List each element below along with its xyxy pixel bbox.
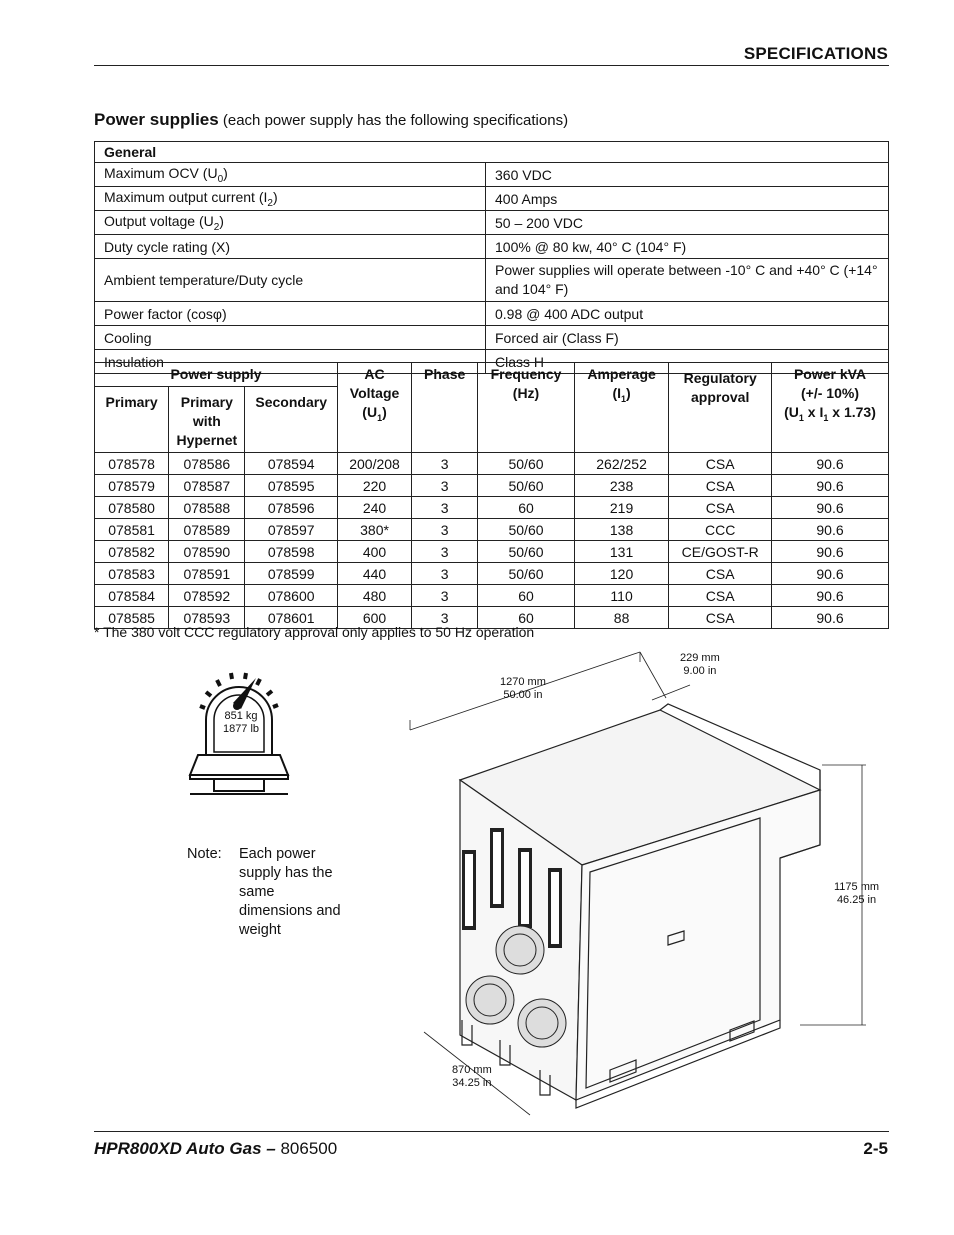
table-cell: 90.6 bbox=[772, 541, 889, 563]
table-cell: 238 bbox=[574, 475, 669, 497]
table-cell: 440 bbox=[337, 563, 411, 585]
table-cell: 88 bbox=[574, 607, 669, 629]
spec-label-subscript: 2 bbox=[213, 221, 220, 233]
table-cell: 078581 bbox=[95, 519, 169, 541]
spec-label-text: Maximum OCV (U bbox=[104, 164, 218, 181]
table-cell: 240 bbox=[337, 497, 411, 519]
table-cell: 3 bbox=[412, 563, 478, 585]
general-heading: General bbox=[95, 142, 889, 163]
table-cell: CSA bbox=[669, 607, 772, 629]
table-cell: 078596 bbox=[245, 497, 338, 519]
scale-weight-readout bbox=[212, 710, 270, 736]
height-in: 46.25 in bbox=[836, 894, 877, 906]
table-cell: 078593 bbox=[169, 607, 245, 629]
spec-label-text: Power factor (cosφ) bbox=[104, 305, 227, 322]
table-cell: 220 bbox=[337, 475, 411, 497]
page-number: 2-5 bbox=[863, 1139, 888, 1158]
width-in: 50.00 in bbox=[503, 689, 543, 701]
table-cell: 078584 bbox=[95, 585, 169, 607]
page-header-title: SPECIFICATIONS bbox=[743, 44, 888, 63]
table-cell: 078595 bbox=[245, 475, 338, 497]
spec-label bbox=[95, 211, 486, 235]
width-mm: 1270 mm bbox=[500, 676, 546, 688]
col-primary: Primary bbox=[95, 387, 169, 453]
table-cell: CSA bbox=[669, 497, 772, 519]
table-footnote: * The 380 volt CCC regulatory approval only applies to 50 Hz operation bbox=[94, 624, 535, 640]
table-cell: CSA bbox=[669, 563, 772, 585]
table-cell: 078578 bbox=[95, 453, 169, 475]
table-cell: 3 bbox=[412, 475, 478, 497]
footer-product: HPR800XD Auto Gas bbox=[94, 1139, 262, 1158]
table-cell: 600 bbox=[337, 607, 411, 629]
table-cell: 480 bbox=[337, 585, 411, 607]
general-row bbox=[95, 187, 889, 211]
table-cell: 078592 bbox=[169, 585, 245, 607]
table-cell: 078586 bbox=[169, 453, 245, 475]
col-secondary: Secondary bbox=[245, 387, 338, 453]
table-cell: 50/60 bbox=[478, 519, 575, 541]
dimension-width bbox=[500, 676, 546, 702]
table-cell: 078594 bbox=[245, 453, 338, 475]
table-cell: 50/60 bbox=[478, 541, 575, 563]
section-title: Power supplies bbox=[94, 110, 219, 129]
table-cell: 110 bbox=[574, 585, 669, 607]
table-cell: 078600 bbox=[245, 585, 338, 607]
footer-dash: – bbox=[266, 1139, 276, 1158]
top-in: 9.00 in bbox=[683, 665, 717, 677]
col-power-kva: Power kVA (+/- 10%) ($U_1$ x $I_1$ x 1.73) bbox=[772, 363, 889, 453]
spec-label-text: Ambient temperature/Duty cycle bbox=[104, 272, 304, 288]
spec-label bbox=[95, 235, 486, 259]
table-row bbox=[95, 541, 889, 563]
spec-label-subscript: 2 bbox=[267, 197, 273, 209]
spec-label-text: Cooling bbox=[104, 329, 152, 346]
table-cell: CE/GOST-R bbox=[669, 541, 772, 563]
general-row bbox=[95, 235, 889, 259]
col-primary-hypernet: Primary with Hypernet bbox=[169, 387, 245, 453]
power-supply-cabinet-drawing bbox=[400, 640, 880, 1125]
table-row bbox=[95, 497, 889, 519]
spec-label bbox=[95, 302, 486, 326]
table-cell: 078589 bbox=[169, 519, 245, 541]
depth-in: 34.25 in bbox=[452, 1077, 492, 1089]
table-cell: 60 bbox=[478, 585, 575, 607]
depth-mm: 870 mm bbox=[452, 1064, 492, 1076]
col-regulatory-approval: Regulatory approval bbox=[669, 363, 772, 453]
general-row bbox=[95, 302, 889, 326]
general-row bbox=[95, 163, 889, 187]
spec-value: 360 VDC bbox=[486, 163, 889, 187]
table-cell: 078588 bbox=[169, 497, 245, 519]
table-cell: 380* bbox=[337, 519, 411, 541]
general-row bbox=[95, 326, 889, 350]
table-cell: 078583 bbox=[95, 563, 169, 585]
spec-value: Forced air (Class F) bbox=[486, 326, 889, 350]
spec-label bbox=[95, 187, 486, 211]
table-cell: 078597 bbox=[245, 519, 338, 541]
table-row bbox=[95, 585, 889, 607]
top-mm: 229 mm bbox=[680, 652, 720, 664]
weight-lb: 1877 lb bbox=[222, 723, 260, 735]
table-cell: 90.6 bbox=[772, 519, 889, 541]
table-cell: 90.6 bbox=[772, 475, 889, 497]
spec-label-text: Duty cycle rating (X) bbox=[104, 238, 231, 255]
table-cell: 078598 bbox=[245, 541, 338, 563]
spec-label-subscript: 0 bbox=[217, 173, 224, 185]
note-label: Note: bbox=[187, 846, 222, 862]
table-cell: 078585 bbox=[95, 607, 169, 629]
table-cell: 90.6 bbox=[772, 563, 889, 585]
table-cell: CCC bbox=[669, 519, 772, 541]
table-cell: 078580 bbox=[95, 497, 169, 519]
spec-label-text: Maximum output current (I bbox=[104, 188, 268, 205]
spec-value: Power supplies will operate between -10° C and +40° C (+14° and 104° F) bbox=[486, 259, 889, 302]
dimension-top bbox=[680, 652, 720, 678]
spec-value: 50 – 200 VDC bbox=[486, 211, 889, 235]
header-rule bbox=[94, 65, 889, 66]
table-cell: 078599 bbox=[245, 563, 338, 585]
table-cell: 078590 bbox=[169, 541, 245, 563]
table-cell: 078601 bbox=[245, 607, 338, 629]
dimension-depth bbox=[452, 1064, 492, 1090]
table-cell: 60 bbox=[478, 607, 575, 629]
weight-kg: 851 kg bbox=[224, 710, 258, 722]
table-cell: 3 bbox=[412, 607, 478, 629]
table-cell: 60 bbox=[478, 497, 575, 519]
spec-label-suffix: ) bbox=[219, 212, 224, 229]
footer-product-line bbox=[94, 1139, 337, 1159]
table-cell: 078591 bbox=[169, 563, 245, 585]
table-cell: 131 bbox=[574, 541, 669, 563]
col-frequency: Frequency (Hz) bbox=[478, 363, 575, 453]
table-cell: CSA bbox=[669, 585, 772, 607]
table-cell: 50/60 bbox=[478, 453, 575, 475]
table-row bbox=[95, 519, 889, 541]
spec-label bbox=[95, 326, 486, 350]
table-cell: 90.6 bbox=[772, 585, 889, 607]
table-cell: 50/60 bbox=[478, 563, 575, 585]
table-cell: 3 bbox=[412, 497, 478, 519]
section-heading bbox=[94, 110, 568, 130]
general-row bbox=[95, 211, 889, 235]
table-cell: 3 bbox=[412, 453, 478, 475]
table-cell: CSA bbox=[669, 475, 772, 497]
power-supply-group-header: Power supply bbox=[95, 363, 338, 387]
footer-part-number: 806500 bbox=[280, 1139, 338, 1158]
spec-value: Class H bbox=[486, 350, 889, 374]
table-row bbox=[95, 475, 889, 497]
table-row bbox=[95, 563, 889, 585]
table-cell: 400 bbox=[337, 541, 411, 563]
spec-label-text: Insulation bbox=[104, 353, 164, 370]
table-cell: 138 bbox=[574, 519, 669, 541]
table-cell: 078579 bbox=[95, 475, 169, 497]
table-cell: 078582 bbox=[95, 541, 169, 563]
table-cell: 078587 bbox=[169, 475, 245, 497]
table-cell: 90.6 bbox=[772, 497, 889, 519]
table-cell: 219 bbox=[574, 497, 669, 519]
spec-value: 0.98 @ 400 ADC output bbox=[486, 302, 889, 326]
table-cell: 120 bbox=[574, 563, 669, 585]
section-subtitle: (each power supply has the following specifications) bbox=[222, 112, 569, 129]
height-mm: 1175 mm bbox=[834, 881, 880, 893]
table-cell: 90.6 bbox=[772, 453, 889, 475]
spec-label-text: Output voltage (U bbox=[104, 212, 214, 229]
note-text: Each power supply has the same dimensions and weight bbox=[239, 846, 341, 938]
spec-value: 100% @ 80 kw, 40° C (104° F) bbox=[486, 235, 889, 259]
table-cell: 200/208 bbox=[337, 453, 411, 475]
table-cell: 3 bbox=[412, 585, 478, 607]
dimension-height bbox=[834, 881, 879, 907]
table-cell: 90.6 bbox=[772, 607, 889, 629]
general-row bbox=[95, 259, 889, 302]
table-cell: CSA bbox=[669, 453, 772, 475]
table-cell: 3 bbox=[412, 519, 478, 541]
table-row bbox=[95, 453, 889, 475]
table-cell: 3 bbox=[412, 541, 478, 563]
table-cell: 262/252 bbox=[574, 453, 669, 475]
power-supply-table bbox=[94, 362, 889, 629]
spec-label-suffix: ) bbox=[272, 188, 278, 205]
col-phase: Phase bbox=[412, 363, 478, 453]
spec-label bbox=[95, 163, 486, 187]
col-ac-voltage: AC Voltage $(U_1)$ bbox=[337, 363, 411, 453]
spec-label bbox=[95, 259, 486, 302]
general-spec-table bbox=[94, 141, 889, 374]
footer-rule bbox=[94, 1131, 889, 1132]
col-amperage: Amperage $(I_1)$ bbox=[574, 363, 669, 453]
spec-label-suffix: ) bbox=[223, 164, 228, 181]
table-cell: 50/60 bbox=[478, 475, 575, 497]
spec-value: 400 Amps bbox=[486, 187, 889, 211]
